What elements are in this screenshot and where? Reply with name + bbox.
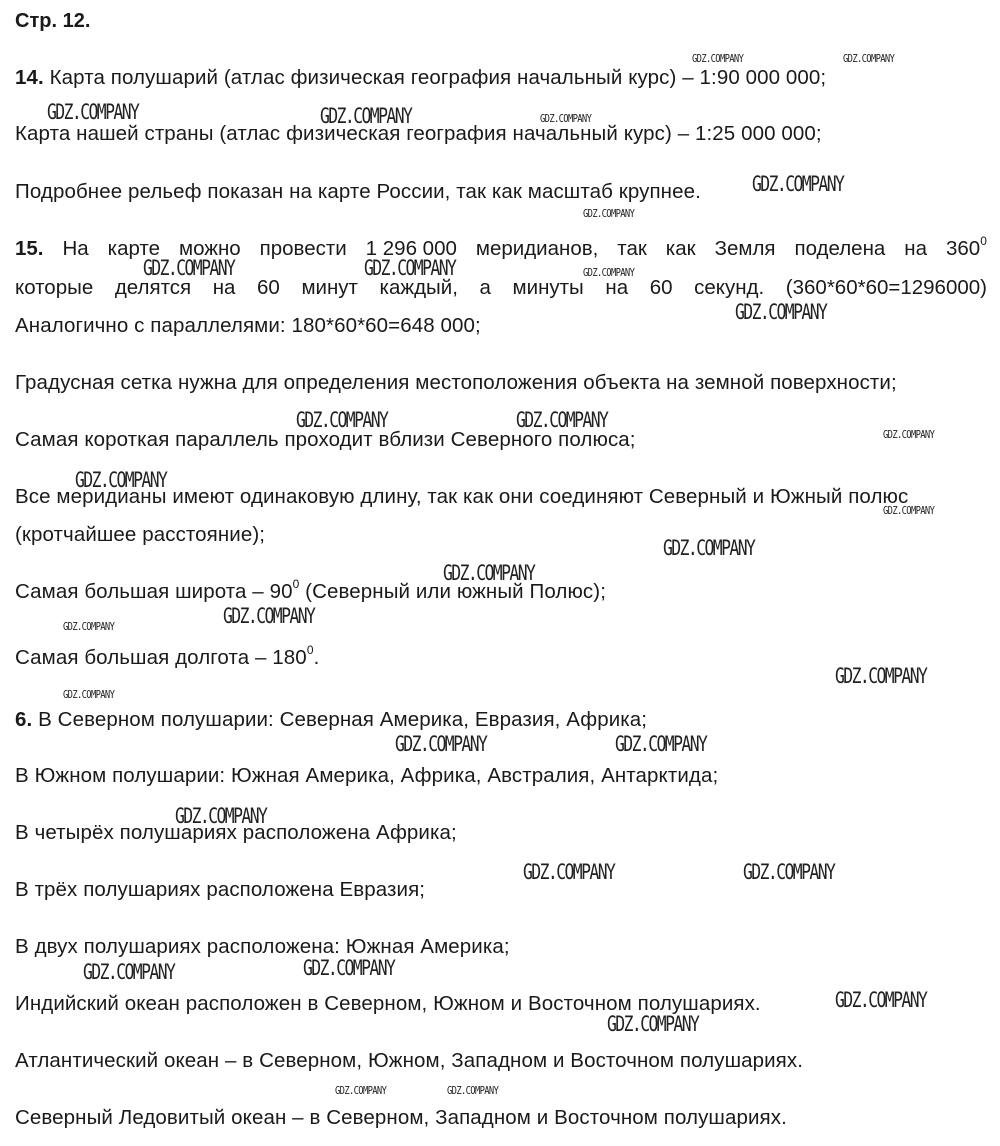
task6-line6: Индийский океан расположен в Северном, Южном и Восточном полушариях. bbox=[15, 992, 761, 1015]
task6-number: 6. bbox=[15, 708, 33, 731]
watermark: GDZ.COMPANY bbox=[743, 860, 835, 884]
watermark: GDZ.COMPANY bbox=[663, 536, 755, 560]
task6-line5: В двух полушариях расположена: Южная Америка; bbox=[15, 935, 510, 958]
watermark: GDZ.COMPANY bbox=[523, 860, 615, 884]
watermark: GDZ.COMPANY bbox=[835, 664, 927, 688]
task15-number: 15. bbox=[15, 237, 44, 260]
task6-line2: В Южном полушарии: Южная Америка, Африка, Австралия, Антарктида; bbox=[15, 764, 719, 787]
page-heading: Стр. 12. bbox=[15, 10, 91, 32]
task6-line1: 6. В Северном полушарии: Северная Америка, Евразия, Африка; bbox=[15, 708, 648, 731]
task15-line7: (кротчайшее расстояние); bbox=[15, 523, 266, 546]
watermark: GDZ.COMPANY bbox=[615, 732, 707, 756]
task14-line2: Карта нашей страны (атлас физическая география начальный курс) – 1:25 000 000; bbox=[15, 122, 822, 145]
task14-line3: Подробнее рельеф показан на карте России, так как масштаб крупнее. bbox=[15, 180, 701, 203]
task15-line1: 15. На карте можно провести 1 296 000 меридианов, так как Земля поделена на $360^0$ bbox=[15, 234, 987, 260]
watermark: GDZ.COMPANY bbox=[843, 52, 895, 65]
watermark: GDZ.COMPANY bbox=[395, 732, 487, 756]
task15-line5: Самая короткая параллель проходит вблизи Северного полюса; bbox=[15, 428, 636, 451]
watermark: GDZ.COMPANY bbox=[583, 207, 635, 220]
watermark: GDZ.COMPANY bbox=[296, 408, 388, 432]
watermark: GDZ.COMPANY bbox=[175, 804, 267, 828]
watermark: GDZ.COMPANY bbox=[583, 266, 635, 279]
task15-line8: Самая большая широта – $90^0$ (Северный или южный Полюс); bbox=[15, 577, 606, 603]
watermark: GDZ.COMPANY bbox=[540, 112, 592, 125]
watermark: GDZ.COMPANY bbox=[735, 300, 827, 324]
task6-line3: В четырёх полушариях расположена Африка; bbox=[15, 821, 457, 844]
watermark: GDZ.COMPANY bbox=[83, 960, 175, 984]
task15-line9: Самая большая долгота – $180^0$. bbox=[15, 643, 320, 669]
task14-line1: 14. Карта полушарий (атлас физическая география начальный курс) – 1:90 000 000; bbox=[15, 66, 827, 89]
task15-line4: Градусная сетка нужна для определения местоположения объекта на земной поверхности; bbox=[15, 371, 897, 394]
task6-line8: Северный Ледовитый океан – в Северном, Западном и Восточном полушариях. bbox=[15, 1106, 787, 1129]
task15-line2: которые делятся на 60 минут каждый, а минуты на 60 секунд. (360*60*60=1296000) bbox=[15, 276, 987, 299]
watermark: GDZ.COMPANY bbox=[320, 104, 412, 128]
task15-line3: Аналогично с параллелями: 180*60*60=648 000; bbox=[15, 314, 481, 337]
watermark: GDZ.COMPANY bbox=[364, 256, 456, 280]
watermark: GDZ.COMPANY bbox=[63, 688, 115, 701]
watermark: GDZ.COMPANY bbox=[47, 100, 139, 124]
watermark: GDZ.COMPANY bbox=[835, 988, 927, 1012]
watermark: GDZ.COMPANY bbox=[75, 468, 167, 492]
watermark: GDZ.COMPANY bbox=[516, 408, 608, 432]
watermark: GDZ.COMPANY bbox=[447, 1084, 499, 1097]
watermark: GDZ.COMPANY bbox=[883, 504, 935, 517]
task6-line4: В трёх полушариях расположена Евразия; bbox=[15, 878, 426, 901]
watermark: GDZ.COMPANY bbox=[223, 604, 315, 628]
watermark: GDZ.COMPANY bbox=[752, 172, 844, 196]
watermark: GDZ.COMPANY bbox=[303, 956, 395, 980]
watermark: GDZ.COMPANY bbox=[63, 620, 115, 633]
watermark: GDZ.COMPANY bbox=[607, 1012, 699, 1036]
task6-line7: Атлантический океан – в Северном, Южном, Западном и Восточном полушариях. bbox=[15, 1049, 804, 1072]
task14-number: 14. bbox=[15, 66, 44, 89]
watermark: GDZ.COMPANY bbox=[883, 428, 935, 441]
watermark: GDZ.COMPANY bbox=[335, 1084, 387, 1097]
watermark: GDZ.COMPANY bbox=[143, 256, 235, 280]
watermark: GDZ.COMPANY bbox=[692, 52, 744, 65]
task15-line6: Все меридианы имеют одинаковую длину, так как они соединяют Северный и Южный полюс bbox=[15, 485, 909, 508]
watermark: GDZ.COMPANY bbox=[443, 561, 535, 585]
